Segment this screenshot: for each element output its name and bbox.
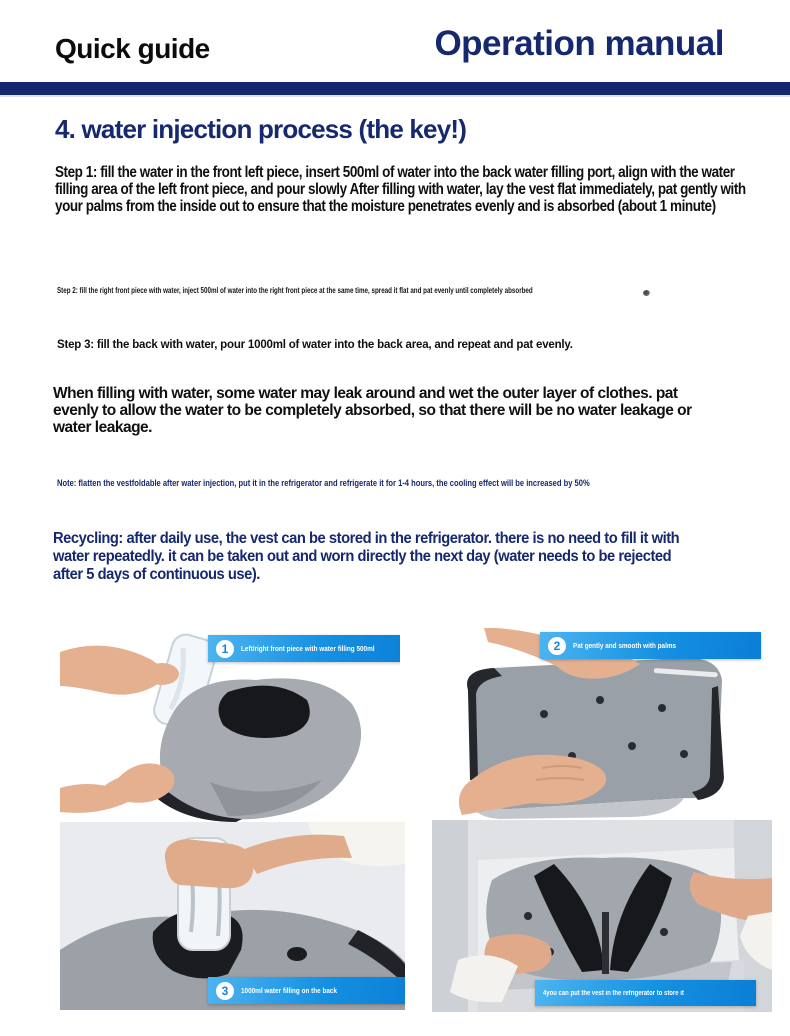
ink-speck [643, 290, 650, 296]
quilt-dot [540, 710, 548, 718]
quilt-dot [596, 696, 604, 704]
step2-text: Step 2: fill the right front piece with water, inject 500ml of water into the right front piece at the same time, spread it flat and pat evenly until completely absorbed [57, 286, 533, 295]
quilt-dot [680, 750, 688, 758]
hand-fingers [145, 663, 179, 685]
zipper-strip [602, 912, 609, 974]
figure2-caption-bar [540, 632, 761, 659]
figure3-number-badge: 3 [216, 982, 234, 1000]
leak-warning-text: When filling with water, some water may leak around and wet the outer layer of clothes. pat evenly to allow the water to be completely absorbed, so that there will be no water leakage or water leakage. [53, 385, 692, 436]
step3-text: Step 3: fill the back with water, pour 1000ml of water into the back area, and repeat and pat evenly. [57, 339, 573, 351]
figure-pat-smooth [432, 628, 770, 822]
figure2-caption-text: Pat gently and smooth with palms [573, 641, 677, 650]
header-divider-bar [0, 82, 790, 97]
quilt-dot [524, 912, 532, 920]
figure1-number-badge: 1 [216, 640, 234, 658]
filling-port-dot [287, 947, 307, 961]
operation-manual-title: Operation manual [434, 24, 724, 63]
figure1-caption-text: Left/right front piece with water filling 500ml [241, 644, 375, 653]
quilt-dot [660, 928, 668, 936]
figure4-caption-text: 4you can put the vest in the refrigerator to store it [543, 989, 684, 997]
figure-store-in-refrigerator [432, 820, 772, 1012]
figure-fill-front-piece [60, 630, 400, 822]
figure4-caption-bar [535, 980, 756, 1006]
quick-guide-title: Quick guide [55, 33, 210, 64]
quilt-dot [658, 704, 666, 712]
recycling-text: Recycling: after daily use, the vest can be stored in the refrigerator. there is no need to fill it with water repeatedly. it can be taken out and worn directly the next day (water needs to be rejected after 5 days of continuous use). [53, 530, 680, 583]
step1-text: Step 1: fill the water in the front left piece, insert 500ml of water into the back water filling port, align with the water filling area of the left front piece, and pour slowly After filling with water, lay the vest flat immediately, pat gently with your palms from the inside out to ensure that the moisture penetrates evenly and is absorbed (about 1 minute) [55, 164, 746, 215]
section-heading: 4. water injection process (the key!) [55, 114, 467, 144]
quilt-dot [628, 742, 636, 750]
figure3-caption-bar [208, 977, 405, 1004]
refrigerate-note-text: Note: flatten the vestfoldable after water injection, put it in the refrigerator and refrigerate it for 1-4 hours, the cooling effect will be increased by 50% [57, 478, 590, 488]
figure3-caption-text: 1000ml water filling on the back [241, 986, 338, 995]
vest-collar-opening [219, 686, 310, 738]
figure-fill-back [60, 822, 405, 1010]
figure1-caption-bar [208, 635, 400, 662]
figure2-number-badge: 2 [548, 637, 566, 655]
